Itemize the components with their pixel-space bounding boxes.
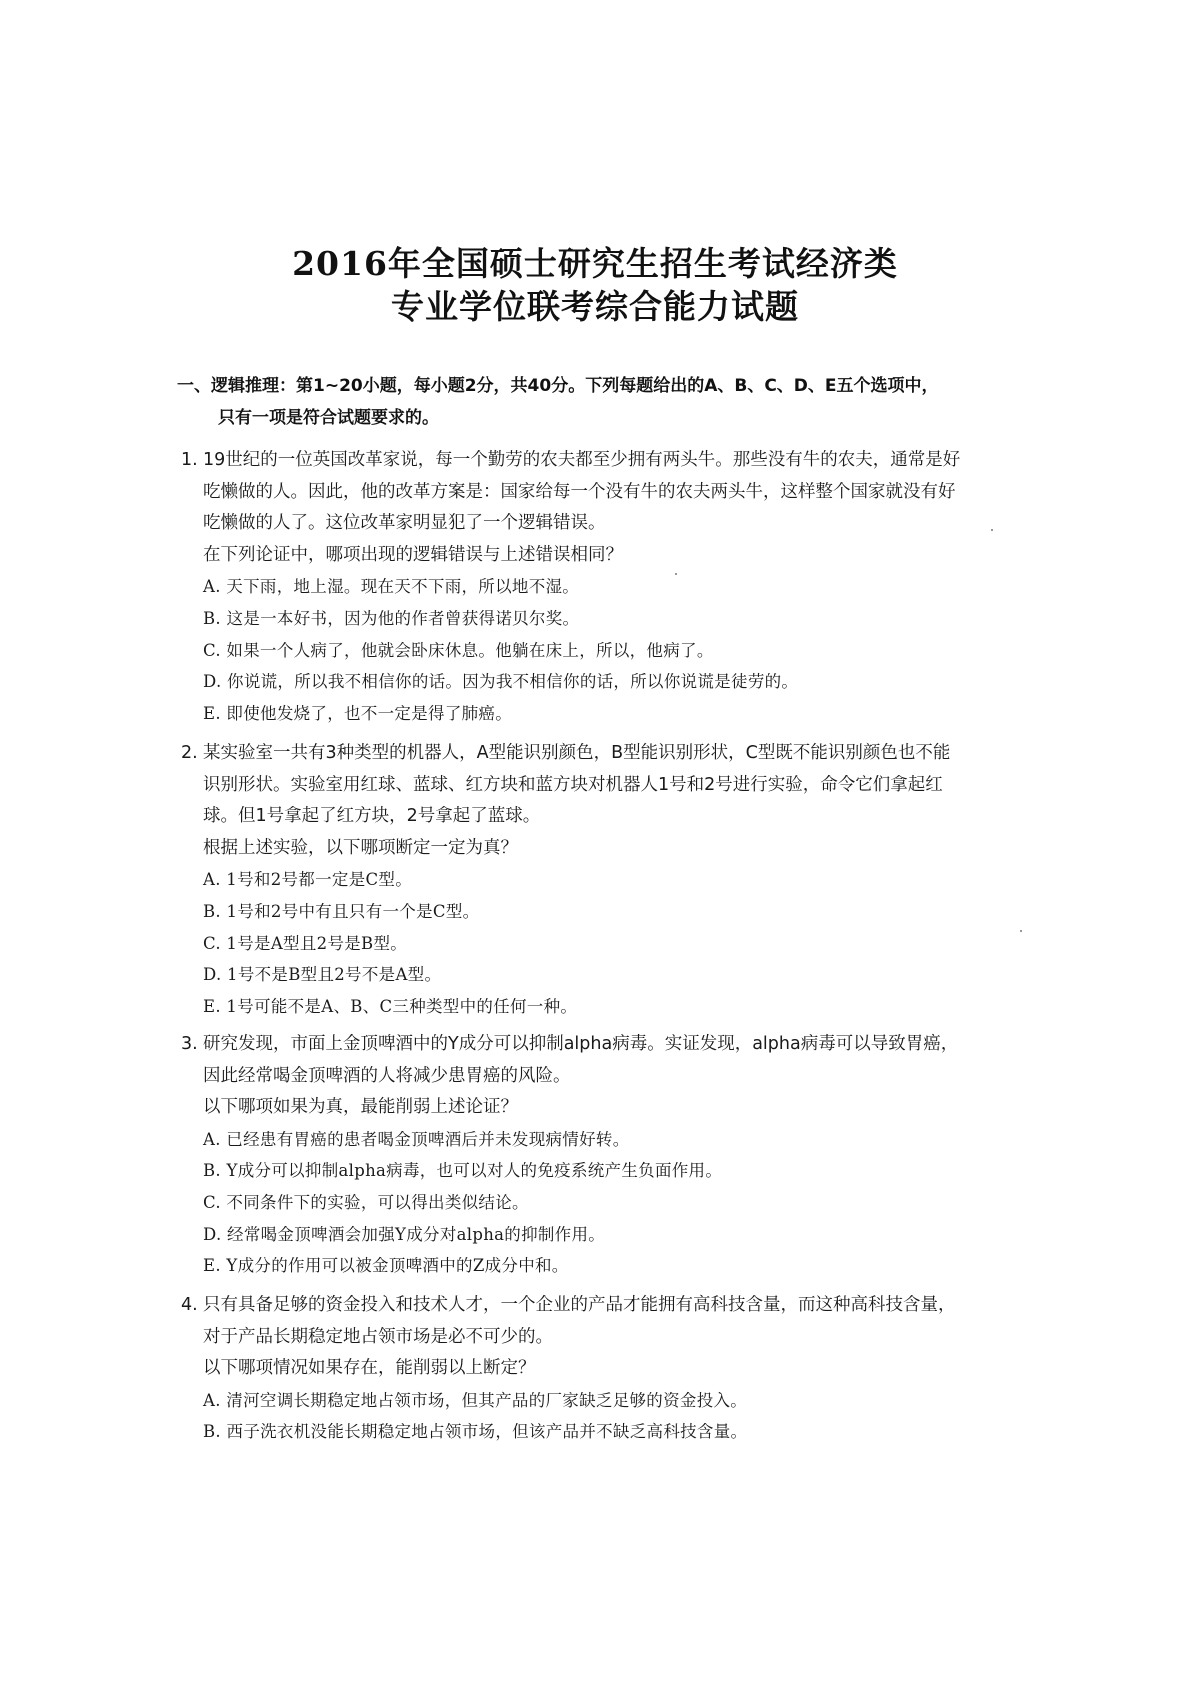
question-prompt: 在下列论证中，哪项出现的逻辑错误与上述错误相同？ bbox=[203, 544, 623, 565]
scan-speck bbox=[675, 573, 677, 575]
question-number: 4. bbox=[181, 1295, 198, 1315]
option-e: E. 即使他发烧了，也不一定是得了肺癌。 bbox=[203, 703, 513, 723]
option-d: D. 1号不是B型且2号不是A型。 bbox=[203, 965, 442, 985]
option-a: A. 已经患有胃癌的患者喝金顶啤酒后并未发现病情好转。 bbox=[203, 1129, 630, 1149]
question-2 bbox=[181, 738, 1041, 1022]
exam-title-line2: 专业学位联考综合能力试题 bbox=[391, 287, 799, 326]
question-stem-line: 某实验室一共有3种类型的机器人，A型能识别颜色，B型能识别形状，C型既不能识别颜色也不能 bbox=[203, 743, 951, 763]
option-d: D. 你说谎，所以我不相信你的话。因为我不相信你的话，所以你说谎是徒劳的。 bbox=[203, 672, 799, 692]
option-c: C. 不同条件下的实验，可以得出类似结论。 bbox=[203, 1192, 529, 1212]
option-c: C. 1号是A型且2号是B型。 bbox=[203, 933, 408, 953]
option-b: B. 西子洗衣机没能长期稳定地占领市场，但该产品并不缺乏高科技含量。 bbox=[203, 1422, 748, 1442]
section-instructions bbox=[177, 370, 1037, 434]
question-prompt: 以下哪项情况如果存在，能削弱以上断定？ bbox=[203, 1358, 536, 1379]
question-number: 1. bbox=[181, 450, 198, 470]
scan-speck bbox=[1020, 930, 1022, 932]
question-stem-line: 识别形状。实验室用红球、蓝球、红方块和蓝方块对机器人1号和2号进行实验，命令它们拿起红 bbox=[203, 774, 943, 795]
question-prompt: 根据上述实验，以下哪项断定一定为真？ bbox=[203, 837, 518, 858]
exam-title-line1: 2016年全国硕士研究生招生考试经济类 bbox=[292, 244, 898, 283]
section-instructions-line1: 一、逻辑推理：第1~20小题，每小题2分，共40分。下列每题给出的A、B、C、D、E五个选项中， bbox=[177, 376, 939, 396]
option-a: A. 清河空调长期稳定地占领市场，但其产品的厂家缺乏足够的资金投入。 bbox=[203, 1390, 748, 1410]
question-1 bbox=[181, 445, 1041, 729]
question-3 bbox=[181, 1029, 1041, 1282]
question-prompt: 以下哪项如果为真，最能削弱上述论证？ bbox=[203, 1097, 518, 1118]
question-stem-line: 球。但1号拿起了红方块，2号拿起了蓝球。 bbox=[203, 806, 541, 827]
option-b: B. 这是一本好书，因为他的作者曾获得诺贝尔奖。 bbox=[203, 608, 580, 628]
question-stem-line: 吃懒做的人了。这位改革家明显犯了一个逻辑错误。 bbox=[203, 513, 606, 534]
option-b: B. Y成分可以抑制alpha病毒，也可以对人的免疫系统产生负面作用。 bbox=[203, 1161, 723, 1181]
question-stem-line: 吃懒做的人。因此，他的改革方案是：国家给每一个没有牛的农夫两头牛，这样整个国家就没有好 bbox=[203, 481, 956, 502]
option-d: D. 经常喝金顶啤酒会加强Y成分对alpha的抑制作用。 bbox=[203, 1224, 606, 1244]
option-c: C. 如果一个人病了，他就会卧床休息。他躺在床上，所以，他病了。 bbox=[203, 640, 714, 660]
question-stem-line: 只有具备足够的资金投入和技术人才，一个企业的产品才能拥有高科技含量，而这种高科技含量， bbox=[203, 1295, 956, 1315]
option-a: A. 1号和2号都一定是C型。 bbox=[203, 870, 413, 890]
question-stem-line: 研究发现，市面上金顶啤酒中的Y成分可以抑制alpha病毒。实证发现，alpha病毒可以导致胃癌， bbox=[203, 1034, 959, 1054]
section-instructions-line2: 只有一项是符合试题要求的。 bbox=[218, 408, 439, 428]
question-stem-line: 对于产品长期稳定地占领市场是必不可少的。 bbox=[203, 1326, 553, 1347]
option-b: B. 1号和2号中有且只有一个是C型。 bbox=[203, 901, 480, 921]
option-e: E. Y成分的作用可以被金顶啤酒中的Z成分中和。 bbox=[203, 1256, 569, 1276]
question-number: 3. bbox=[181, 1034, 198, 1054]
question-stem-line: 因此经常喝金顶啤酒的人将减少患胃癌的风险。 bbox=[203, 1065, 571, 1086]
option-e: E. 1号可能不是A、B、C三种类型中的任何一种。 bbox=[203, 996, 578, 1016]
scan-speck bbox=[991, 529, 993, 531]
question-number: 2. bbox=[181, 743, 198, 763]
question-stem-line: 19世纪的一位英国改革家说，每一个勤劳的农夫都至少拥有两头牛。那些没有牛的农夫，通常是好 bbox=[203, 450, 961, 470]
option-a: A. 天下雨，地上湿。现在天不下雨，所以地不湿。 bbox=[203, 577, 580, 597]
question-4 bbox=[181, 1290, 1041, 1448]
